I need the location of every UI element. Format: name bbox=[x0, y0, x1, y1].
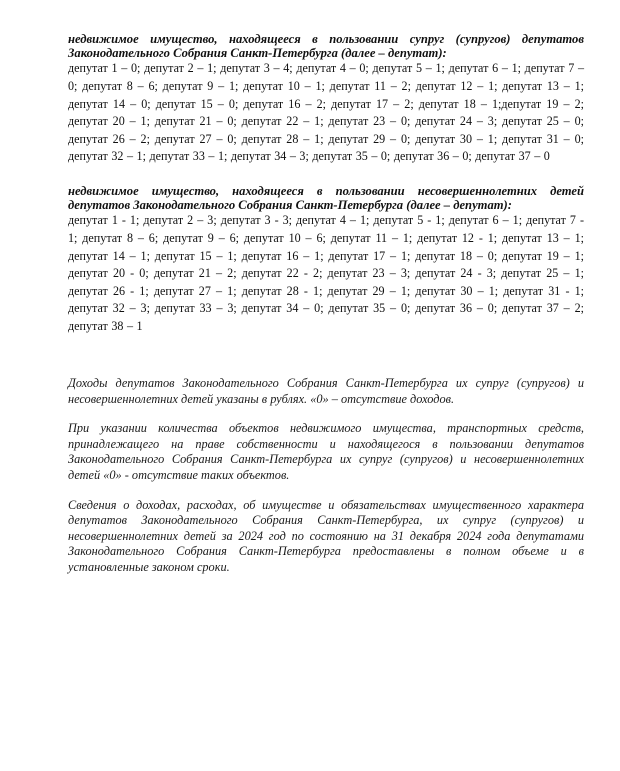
income-note: Доходы депутатов Законодательного Собрания Санкт-Петербурга их супруг (супругов) и несовершеннолетних детей указаны в рублях. «0» – отсутствие доходов. bbox=[68, 376, 584, 406]
spouses-section-heading: недвижимое имущество, находящееся в пользовании супруг (супругов) депутатов Законодательного Собрания Санкт-Петербурга (далее – депутат): bbox=[68, 32, 584, 61]
children-property-section bbox=[68, 184, 584, 336]
children-section-heading: недвижимое имущество, находящееся в пользовании несовершеннолетних детей депутатов Законодательного Собрания Санкт-Петербурга (далее – депутат): bbox=[68, 184, 584, 213]
spouses-deputy-list: депутат 1 – 0; депутат 2 – 1; депутат 3 – 4; депутат 4 – 0; депутат 5 – 1; депутат 6 – 1; депутат 7 – 0; депутат 8 – 6; депутат 9 – 1; депутат 10 – 1; депутат 11 – 2; депутат 12 – 1; депутат 13 – 1; депутат 14 – 0; депутат 15 – 0; депутат 16 – 2; депутат 17 – 2; депутат 18 – 1;депутат 19 – 2; депутат 20 – 1; депутат 21 – 0; депутат 22 – 1; депутат 23 – 0; депутат 24 – 3; депутат 25 – 0; депутат 26 – 2; депутат 27 – 0; депутат 28 – 1; депутат 29 – 0; депутат 30 – 1; депутат 31 – 0; депутат 32 – 1; депутат 33 – 1; депутат 34 – 3; депутат 35 – 0; депутат 36 – 0; депутат 37 – 0 bbox=[68, 61, 584, 164]
children-deputy-list: депутат 1 - 1; депутат 2 – 3; депутат 3 - 3; депутат 4 – 1; депутат 5 - 1; депутат 6 – 1; депутат 7 - 1; депутат 8 – 6; депутат 9 – 6; депутат 10 – 6; депутат 11 – 1; депутат 12 - 1; депутат 13 – 1; депутат 14 – 1; депутат 15 – 1; депутат 16 – 1; депутат 17 – 1; депутат 18 – 0; депутат 19 – 1; депутат 20 - 0; депутат 21 – 2; депутат 22 - 2; депутат 23 – 3; депутат 24 - 3; депутат 25 – 1; депутат 26 - 1; депутат 27 – 1; депутат 28 - 1; депутат 29 – 1; депутат 30 – 1; депутат 31 - 1; депутат 32 – 3; депутат 33 – 3; депутат 34 – 0; депутат 35 – 0; депутат 36 – 0; депутат 37 – 2; депутат 38 – 1 bbox=[68, 213, 584, 333]
footnotes bbox=[68, 376, 584, 589]
property-count-note: При указании количества объектов недвижимого имущества, транспортных средств, принадлежащего на праве собственности и находящегося в пользовании депутатов Законодательного Собрания Санкт-Петербурга их супруг (супругов) и несовершеннолетних детей «0» - отсутствие таких объектов. bbox=[68, 421, 584, 482]
spouses-property-section bbox=[68, 32, 584, 166]
disclosure-note: Сведения о доходах, расходах, об имуществе и обязательствах имущественного характера депутатов Законодательного Собрания Санкт-Петербурга, их супруг (супругов) и несовершеннолетних детей за 2024 год по состоянию на 31 декабря 2024 года депутатами Законодательного Собрания Санкт-Петербурга предоставлены в полном объеме и в установленные законом сроки. bbox=[68, 497, 584, 574]
document-page bbox=[68, 30, 584, 574]
